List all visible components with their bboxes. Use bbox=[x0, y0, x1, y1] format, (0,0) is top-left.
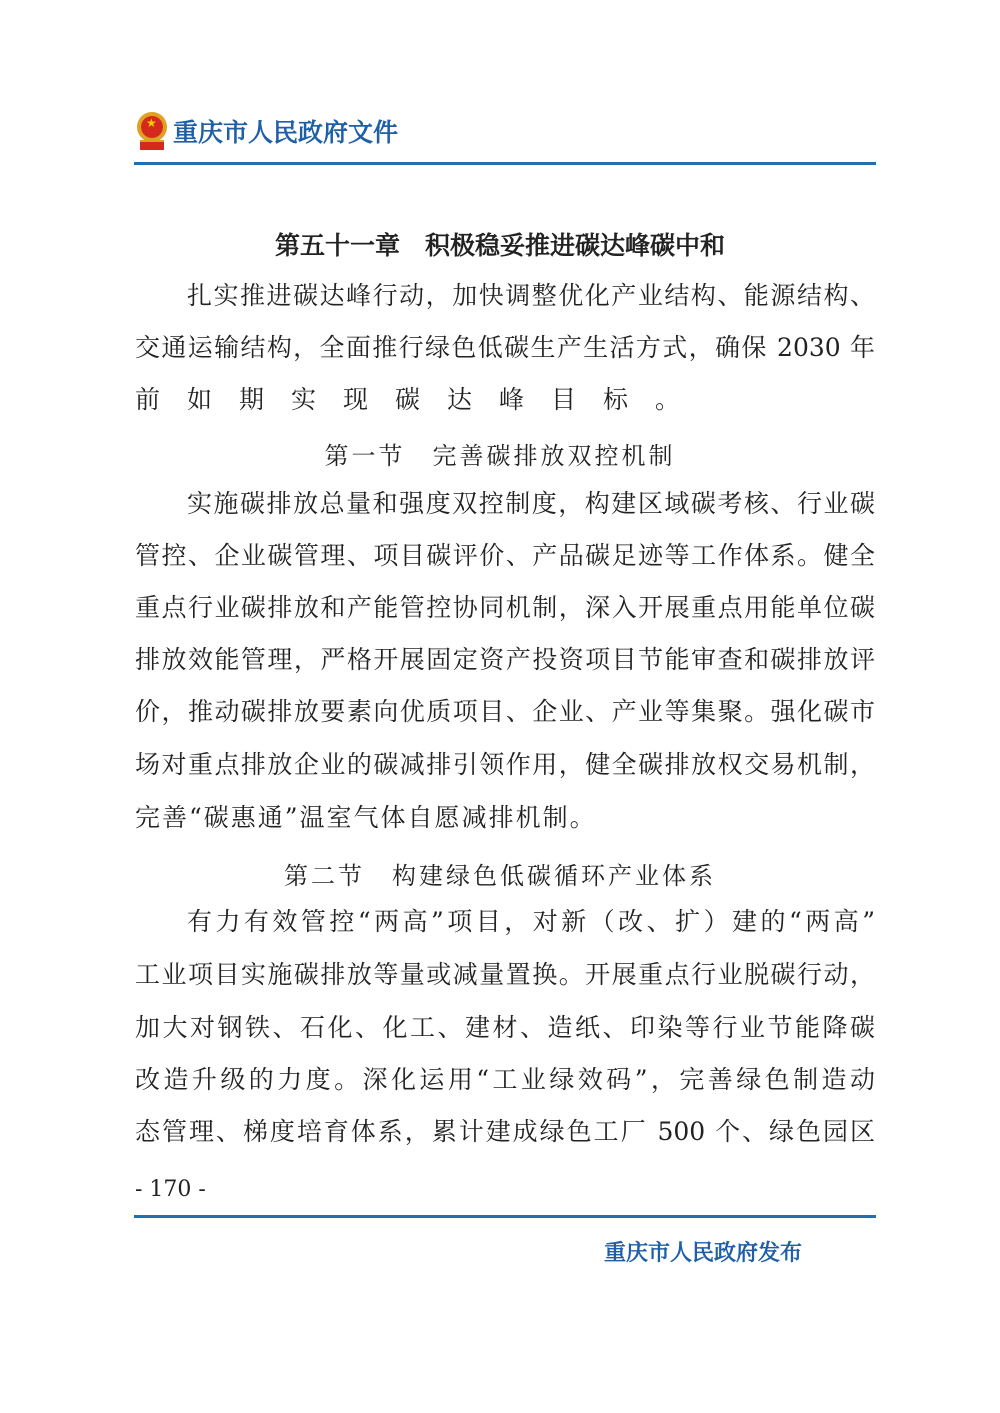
national-emblem-icon: ★ bbox=[137, 112, 167, 150]
document-header bbox=[137, 112, 398, 150]
text-line: 改造升级的力度。深化运用“工业绿效码”，完善绿色制造动 bbox=[135, 1065, 875, 1094]
footer-rule bbox=[134, 1215, 876, 1218]
text-line: 价，推动碳排放要素向优质项目、企业、产业等集聚。强化碳市 bbox=[135, 697, 875, 726]
text-line: 排放效能管理，严格开展固定资产投资项目节能审查和碳排放评 bbox=[135, 645, 875, 674]
text-line: 重点行业碳排放和产能管控协同机制，深入开展重点用能单位碳 bbox=[135, 593, 875, 622]
text-line: 态管理、梯度培育体系，累计建成绿色工厂 500 个、绿色园区 bbox=[135, 1117, 875, 1146]
chapter-title: 第五十一章 积极稳妥推进碳达峰碳中和 bbox=[274, 231, 725, 260]
text-line: 实施碳排放总量和强度双控制度，构建区域碳考核、行业碳 bbox=[187, 489, 875, 518]
text-line: 加大对钢铁、石化、化工、建材、造纸、印染等行业节能降碳 bbox=[135, 1013, 875, 1042]
text-line: 管控、企业碳管理、项目碳评价、产品碳足迹等工作体系。健全 bbox=[135, 541, 875, 570]
text-line: 场对重点排放企业的碳减排引领作用，健全碳排放权交易机制， bbox=[135, 750, 875, 779]
section-title: 第一节 完善碳排放双控机制 bbox=[324, 442, 676, 470]
footer-publisher: 重庆市人民政府发布 bbox=[604, 1241, 803, 1266]
text-line: 完善“碳惠通”温室气体自愿减排机制。 bbox=[135, 803, 597, 832]
page-number: - 170 - bbox=[135, 1177, 206, 1202]
text-line: 工业项目实施碳排放等量或减量置换。开展重点行业脱碳行动， bbox=[135, 960, 875, 989]
text-line: 交通运输结构，全面推行绿色低碳生产生活方式，确保 2030 年 bbox=[135, 333, 875, 362]
header-title: 重庆市人民政府文件 bbox=[173, 118, 399, 147]
text-line: 有力有效管控“两高”项目，对新（改、扩）建的“两高” bbox=[187, 907, 875, 936]
text-line: 前如期实现碳达峰目标。 bbox=[135, 385, 708, 414]
header-rule bbox=[134, 162, 876, 165]
section-title: 第二节 构建绿色低碳循环产业体系 bbox=[284, 862, 716, 890]
text-line: 扎实推进碳达峰行动，加快调整优化产业结构、能源结构、 bbox=[187, 281, 875, 310]
